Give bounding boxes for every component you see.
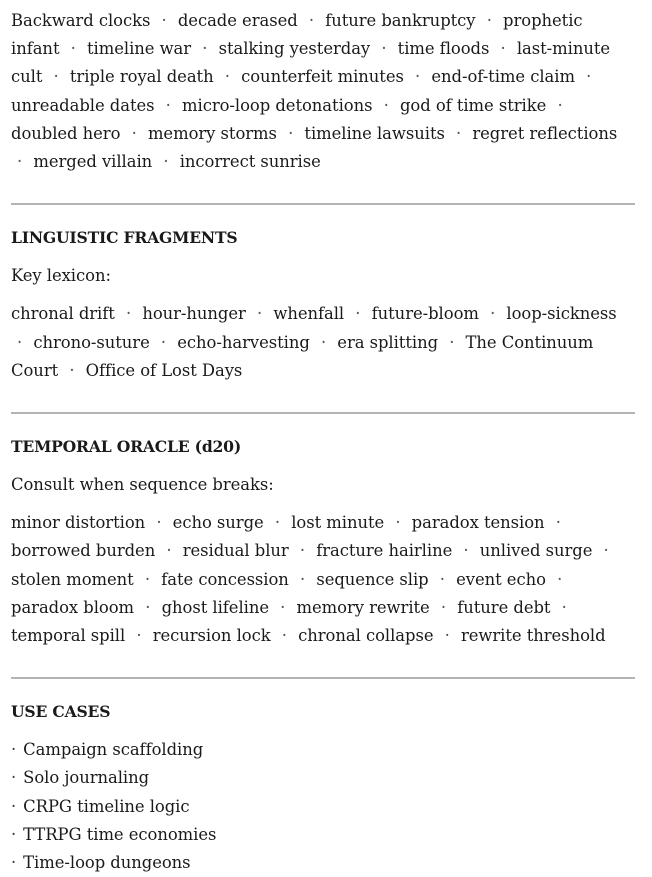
conflict-list <box>11 7 636 176</box>
bullet-dot: · <box>11 768 17 788</box>
list-item: fate concession <box>161 569 289 589</box>
use-case-label: Time-loop dungeons <box>23 853 191 873</box>
list-item: triple royal death <box>69 67 214 87</box>
bullet-dot: · <box>11 853 17 873</box>
separator-dot: · <box>17 332 23 352</box>
list-item: memory rewrite <box>296 597 430 617</box>
linguistic-heading: LINGUISTIC FRAGMENTS <box>11 228 238 248</box>
separator-dot: · <box>17 152 23 172</box>
list-item: The Continuum Court <box>11 332 594 380</box>
use-case-label: CRPG timeline logic <box>23 796 190 816</box>
list-item: chronal collapse <box>298 626 434 646</box>
list-item: rewrite threshold <box>460 626 606 646</box>
list-item: future debt <box>457 597 551 617</box>
separator-dot: · <box>257 304 263 324</box>
separator-dot: · <box>160 332 167 352</box>
use-case-label: Campaign scaffolding <box>23 740 204 760</box>
separator-dot: · <box>274 513 281 533</box>
use-cases-heading: USE CASES <box>11 702 111 722</box>
list-item: stolen moment <box>11 569 134 589</box>
separator-dot: · <box>136 626 142 646</box>
use-case-item <box>11 736 636 764</box>
list-item: recursion lock <box>152 626 271 646</box>
oracle-heading: TEMPORAL ORACLE (d20) <box>11 437 242 457</box>
separator-dot: · <box>161 11 167 30</box>
list-item: fracture hairline <box>316 541 453 561</box>
list-item: temporal spill <box>11 626 126 646</box>
list-item: echo surge <box>172 513 264 533</box>
separator-dot: · <box>165 95 171 115</box>
separator-dot: · <box>299 569 306 589</box>
list-item: hour-hunger <box>142 304 246 324</box>
list-item: incorrect sunrise <box>179 152 321 172</box>
separator-dot: · <box>202 39 208 59</box>
separator-dot: · <box>308 11 315 30</box>
list-item: lost minute <box>291 513 385 533</box>
separator-dot: · <box>449 332 455 352</box>
use-case-item <box>11 821 636 849</box>
separator-dot: · <box>145 597 151 617</box>
separator-dot: · <box>395 513 401 533</box>
list-item: sequence slip <box>316 569 429 589</box>
list-item: last-minute cult <box>11 39 611 87</box>
section-divider <box>11 412 635 414</box>
separator-dot: · <box>500 39 506 59</box>
list-item: counterfeit minutes <box>241 67 404 87</box>
list-item: future-bloom <box>371 304 479 324</box>
separator-dot: · <box>603 541 609 561</box>
list-item: unlived surge <box>479 541 593 561</box>
separator-dot: · <box>320 332 327 352</box>
bullet-dot: · <box>11 796 17 816</box>
separator-dot: · <box>383 95 389 115</box>
separator-dot: · <box>557 569 563 589</box>
separator-dot: · <box>555 513 561 533</box>
separator-dot: · <box>557 95 563 115</box>
list-item: chrono-suture <box>33 332 150 352</box>
list-item: paradox tension <box>411 513 545 533</box>
use-case-item <box>11 849 636 877</box>
separator-dot: · <box>70 39 76 59</box>
list-item: borrowed burden <box>11 541 156 561</box>
separator-dot: · <box>144 569 151 589</box>
separator-dot: · <box>280 597 286 617</box>
list-item: micro-loop detonations <box>182 95 373 115</box>
list-item: merged villain <box>33 152 153 172</box>
list-item: memory storms <box>147 123 277 143</box>
list-item: doubled hero <box>11 123 121 143</box>
list-item: chronal drift <box>11 304 115 324</box>
separator-dot: · <box>456 123 462 143</box>
list-item: Backward clocks <box>11 11 151 30</box>
list-item: time floods <box>397 39 490 59</box>
list-item: end-of-time claim <box>431 67 575 87</box>
use-cases-list <box>11 736 636 877</box>
list-item: timeline lawsuits <box>304 123 445 143</box>
separator-dot: · <box>561 597 567 617</box>
separator-dot: · <box>53 67 59 87</box>
separator-dot: · <box>486 11 492 30</box>
list-item: minor distortion <box>11 513 146 533</box>
list-item: echo-harvesting <box>177 332 310 352</box>
separator-dot: · <box>156 513 162 533</box>
list-item: stalking yesterday <box>218 39 371 59</box>
separator-dot: · <box>440 597 447 617</box>
use-case-item <box>11 764 636 792</box>
list-item: regret reflections <box>472 123 618 143</box>
separator-dot: · <box>381 39 387 59</box>
list-item: residual blur <box>182 541 289 561</box>
separator-dot: · <box>586 67 592 87</box>
separator-dot: · <box>224 67 230 87</box>
list-item: god of time strike <box>399 95 547 115</box>
linguistic-intro: Key lexicon: <box>11 266 111 286</box>
separator-dot: · <box>125 304 132 324</box>
lexicon-list <box>11 300 636 385</box>
separator-dot: · <box>69 360 75 380</box>
list-item: Office of Lost Days <box>85 360 243 380</box>
oracle-intro: Consult when sequence breaks: <box>11 475 274 495</box>
separator-dot: · <box>463 541 469 561</box>
list-item: loop-sickness <box>506 304 617 324</box>
separator-dot: · <box>281 626 287 646</box>
section-divider <box>11 203 635 205</box>
separator-dot: · <box>299 541 306 561</box>
bullet-dot: · <box>11 824 17 844</box>
list-item: whenfall <box>273 304 345 324</box>
bullet-dot: · <box>11 740 17 760</box>
separator-dot: · <box>131 123 137 143</box>
separator-dot: · <box>166 541 172 561</box>
list-item: timeline war <box>87 39 192 59</box>
separator-dot: · <box>163 152 169 172</box>
section-divider <box>11 677 635 679</box>
list-item: unreadable dates <box>11 95 155 115</box>
separator-dot: · <box>355 304 361 324</box>
separator-dot: · <box>490 304 496 324</box>
use-case-label: Solo journaling <box>23 768 150 788</box>
separator-dot: · <box>444 626 450 646</box>
list-item: decade erased <box>177 11 298 30</box>
oracle-list <box>11 509 636 650</box>
separator-dot: · <box>439 569 445 589</box>
list-item: event echo <box>456 569 546 589</box>
use-case-item <box>11 793 636 821</box>
separator-dot: · <box>288 123 294 143</box>
use-case-label: TTRPG time economies <box>23 824 217 844</box>
list-item: prophetic infant <box>11 11 583 59</box>
list-item: era splitting <box>337 332 439 352</box>
separator-dot: · <box>415 67 421 87</box>
list-item: future bankruptcy <box>325 11 476 30</box>
list-item: paradox bloom <box>11 597 135 617</box>
list-item: ghost lifeline <box>161 597 269 617</box>
